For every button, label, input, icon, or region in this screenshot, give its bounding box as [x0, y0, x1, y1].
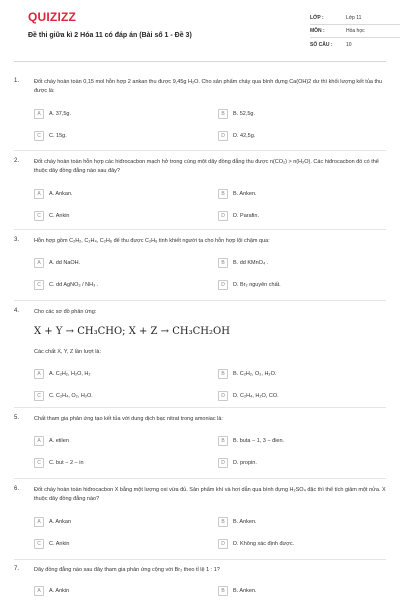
option-text: D. C₂H₄, H₂O, CO.	[233, 393, 279, 399]
option-c[interactable]	[34, 538, 69, 550]
question-text: Đốt cháy hoàn toàn hỗn hợp các hiđrocacbon mạch hở trong cùng một dãy đồng đẳng thu được n(CO₂) > n(H₂O). Các hiđrocacbon đó có thể thuộc dãy đồng đẳng nào sau đây?	[34, 159, 379, 174]
option-key-box: B	[218, 517, 228, 527]
meta-label: MÔN :	[310, 28, 325, 34]
question-text: Cho các sơ đồ phản ứng:	[34, 309, 97, 315]
option-text: A. Ankan	[49, 519, 72, 525]
option-text: B. 52,5g.	[233, 111, 256, 117]
option-d[interactable]	[218, 538, 294, 550]
option-text: D. Parafin.	[233, 213, 259, 219]
reaction-equation: X + Y → CH₃CHO; X + Z → CH₃CH₂OH	[34, 326, 230, 337]
question-number: 6.	[14, 486, 20, 492]
option-text: A. Ankin	[49, 588, 70, 594]
option-key-box: B	[218, 586, 228, 596]
option-key-box: D	[218, 131, 228, 141]
meta-row-count	[310, 38, 400, 51]
question-text: Dãy đồng đẳng nào sau đây tham gia phản ứng cộng với Br₂ theo tỉ lệ 1 : 1?	[34, 567, 220, 573]
option-text: B. Anken.	[233, 588, 257, 594]
meta-label: SỐ CÂU :	[310, 41, 333, 48]
meta-value: Hóa học	[346, 28, 365, 34]
option-key-box: A	[34, 436, 44, 446]
option-key-box: C	[34, 280, 44, 290]
option-text: D. Không xác định được.	[233, 541, 295, 547]
option-c[interactable]	[34, 210, 69, 222]
option-text: A. C₂H₂, H₂O, H₂	[49, 371, 91, 377]
option-c[interactable]	[34, 457, 84, 469]
meta-table	[310, 12, 400, 51]
meta-label: LỚP :	[310, 15, 324, 21]
option-key-box: B	[218, 369, 228, 379]
meta-row-subject	[310, 25, 400, 38]
option-text: B. buta − 1, 3 − đien.	[233, 438, 285, 444]
option-a[interactable]	[34, 435, 69, 447]
option-a[interactable]	[34, 516, 71, 528]
worksheet-header	[14, 0, 386, 62]
question-1	[14, 78, 386, 148]
meta-row-class	[310, 12, 400, 25]
option-key-box: B	[218, 258, 228, 268]
option-key-box: C	[34, 131, 44, 141]
option-key-box: A	[34, 517, 44, 527]
option-key-box: D	[218, 211, 228, 221]
option-text: B. Anken.	[233, 191, 257, 197]
option-text: C. C₂H₄, O₂, H₂O.	[49, 393, 93, 399]
option-text: B. dd KMnO₄ .	[233, 260, 269, 266]
question-divider	[14, 150, 386, 151]
meta-value: Lớp 11	[346, 15, 362, 21]
option-text: A. dd NaOH.	[49, 260, 81, 266]
question-number: 1.	[14, 78, 20, 84]
question-3	[14, 237, 386, 297]
option-text: A. Ankan.	[49, 191, 73, 197]
option-key-box: B	[218, 109, 228, 119]
question-divider	[14, 229, 386, 230]
quizizz-logo: QUIZIZZ	[28, 10, 77, 24]
option-b[interactable]	[218, 368, 276, 380]
option-key-box: C	[34, 539, 44, 549]
question-divider	[14, 407, 386, 408]
question-number: 7.	[14, 566, 20, 572]
question-divider	[14, 300, 386, 301]
option-key-box: B	[218, 436, 228, 446]
option-key-box: D	[218, 458, 228, 468]
question-text: Chất tham gia phản ứng tạo kết tủa với dung dịch bạc nitrat trong amoniac là:	[34, 416, 223, 422]
option-key-box: D	[218, 280, 228, 290]
question-number: 5.	[14, 415, 20, 421]
question-divider	[14, 478, 386, 479]
option-key-box: D	[218, 391, 228, 401]
option-b[interactable]	[218, 516, 257, 528]
question-text: Đốt cháy hoàn toàn 0,15 mol hỗn hợp 2 ankan thu được 9,45g H₂O. Cho sản phẩm cháy qua bình đựng Ca(OH)2 dư thì khối lượng kết tủa thu được là:	[34, 79, 383, 94]
option-text: C. but − 2 − in	[49, 460, 84, 466]
option-d[interactable]	[218, 279, 281, 291]
option-key-box: A	[34, 109, 44, 119]
meta-value: 10	[346, 41, 352, 48]
option-c[interactable]	[34, 390, 93, 402]
option-a[interactable]	[34, 257, 80, 269]
option-d[interactable]	[218, 457, 257, 469]
option-text: C. dd AgNO₃ / NH₃ .	[49, 282, 99, 288]
option-text: A. 37,5g.	[49, 111, 72, 117]
question-4	[14, 308, 386, 408]
option-key-box: B	[218, 189, 228, 199]
question-5	[14, 415, 386, 475]
option-a[interactable]	[34, 585, 69, 597]
option-text: D. 42,5g.	[233, 133, 256, 139]
option-key-box: A	[34, 586, 44, 596]
question-2	[14, 158, 386, 228]
option-d[interactable]	[218, 210, 259, 222]
option-b[interactable]	[218, 188, 257, 200]
question-number: 4.	[14, 308, 20, 314]
option-key-box: C	[34, 458, 44, 468]
question-7	[14, 566, 386, 600]
option-b[interactable]	[218, 585, 257, 597]
option-text: C. Ankin	[49, 541, 70, 547]
option-a[interactable]	[34, 368, 91, 380]
option-text: D. propin.	[233, 460, 257, 466]
option-text: A. etilen	[49, 438, 69, 444]
option-a[interactable]	[34, 108, 71, 120]
option-d[interactable]	[218, 390, 279, 402]
worksheet-title: Đề thi giữa kì 2 Hóa 11 có đáp án (Bài số 1 - Đề 3)	[28, 32, 192, 39]
option-key-box: A	[34, 258, 44, 268]
question-divider	[14, 559, 386, 560]
option-text: B. Anken.	[233, 519, 257, 525]
option-key-box: A	[34, 189, 44, 199]
question-text: Hỗn hợp gồm C₂H₂, C₂H₄, C₂H₆ để thu được C₂H₆ tinh khiết người ta cho hỗn hợp lội chậm qua:	[34, 238, 270, 244]
option-text: C. 15g.	[49, 133, 67, 139]
question-number: 3.	[14, 237, 20, 243]
question-6	[14, 486, 386, 556]
option-b[interactable]	[218, 257, 268, 269]
option-key-box: D	[218, 539, 228, 549]
option-c[interactable]	[34, 130, 67, 142]
question-text: Đốt cháy hoàn toàn hiđrocacbon X bằng một lượng oxi vừa đủ. Sản phẩm khí và hơi dẫn qua bình đựng H₂SO₄ đặc thì thể tích giảm một nửa. X thuộc dãy đồng đẳng nào?	[34, 487, 386, 502]
option-key-box: C	[34, 211, 44, 221]
option-text: D. Br₂ nguyên chất.	[233, 282, 281, 288]
option-b[interactable]	[218, 108, 255, 120]
option-key-box: A	[34, 369, 44, 379]
question-number: 2.	[14, 158, 20, 164]
question-subtext: Các chất X, Y, Z lần lượt là:	[34, 349, 102, 355]
option-key-box: C	[34, 391, 44, 401]
option-text: B. C₂H₂, O₂, H₂O.	[233, 371, 277, 377]
option-a[interactable]	[34, 188, 73, 200]
option-text: C. Ankin	[49, 213, 70, 219]
option-c[interactable]	[34, 279, 98, 291]
option-d[interactable]	[218, 130, 255, 142]
option-b[interactable]	[218, 435, 284, 447]
